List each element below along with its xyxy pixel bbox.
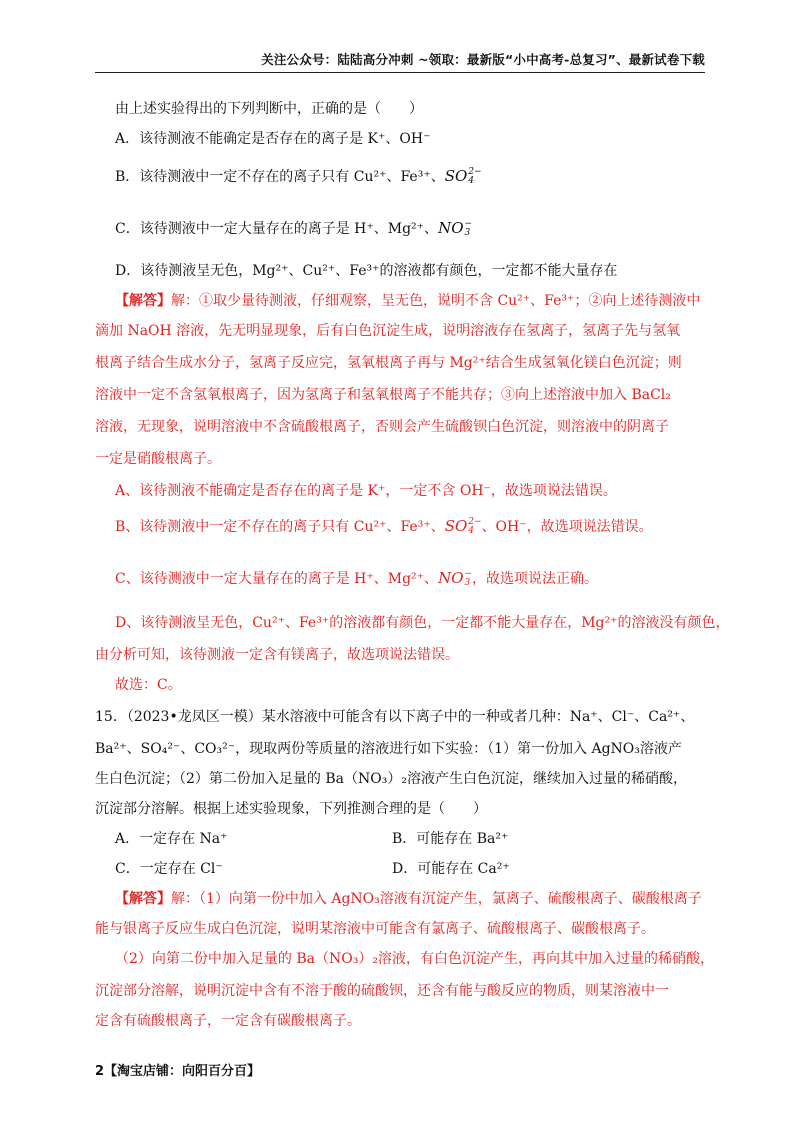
so4-formula: SO 2− 4: [444, 517, 482, 536]
q14-answer-line-1: 【解答】解：①取少量待测液，仔细观察，呈无色，说明不含 Cu²⁺、Fe³⁺；②向上述待测液中: [115, 293, 701, 309]
q14-analysis-d2: 由分析可知，该待测液一定含有镁离子，故选项说法错误。: [95, 647, 459, 663]
so4-formula: SO 2− 4: [444, 167, 482, 186]
q14-answer-line-4: 溶液中一定不含氢氧根离子，因为氢离子和氢氧根离子不能共存；③向上述溶液中加入 BaCl₂: [95, 387, 671, 403]
q14-choice: 故选：C。: [115, 677, 182, 693]
q15-answer-line-4: 沉淀部分溶解，说明沉淀中含有不溶于酸的硫酸钡，还含有能与酸反应的物质，则某溶液中一: [95, 983, 669, 999]
q14-analysis-c: C、该待测液中一定大量存在的离子是 H⁺、Mg²⁺、NO − 3 ，故选项说法正确。: [115, 569, 599, 588]
q15-answer-line-1: 【解答】解：（1）向第一份中加入 AgNO₃溶液有沉淀产生，氯离子、硫酸根离子、碳酸根离子: [115, 891, 702, 907]
page-header: 关注公众号：陆陆高分冲刺 ~领取：最新版“小中高考-总复习”、最新试卷下载: [95, 50, 705, 73]
no3-formula: NO − 3: [438, 569, 473, 588]
q14-option-c: [115, 218, 472, 238]
no3-formula: NO − 3: [438, 219, 473, 238]
q15-answer-line-3: （2）向第二份中加入足量的 Ba（NO₃）₂溶液，有白色沉淀产生，再向其中加入过量的稀硝酸，: [115, 951, 714, 967]
q15-answer-line-2: 能与银离子反应生成白色沉淀，说明某溶液中可能含有氯离子、硫酸根离子、碳酸根离子。: [95, 921, 655, 937]
answer-tag: 【解答】: [115, 293, 171, 309]
q14-analysis-a: A、该待测液不能确定是否存在的离子是 K⁺，一定不含 OH⁻，故选项说法错误。: [115, 483, 617, 499]
q14-stem: 由上述实验得出的下列判断中，正确的是（ ）: [115, 101, 423, 117]
answer-tag: 【解答】: [115, 891, 171, 907]
q14-option-b-text: B．该待测液中一定不存在的离子只有 Cu²⁺、Fe³⁺、: [115, 169, 445, 185]
q15-line-1: 15．（2023•龙凤区一模）某水溶液中可能含有以下离子中的一种或者几种：Na⁺、Cl⁻、Ca²⁺、: [95, 709, 695, 725]
q14-analysis-d1: D、该待测液呈无色，Cu²⁺、Fe³⁺的溶液都有颜色，一定都不能大量存在，Mg²⁺的溶液没有颜色，: [115, 615, 730, 631]
q14-analysis-b: B、该待测液中一定不存在的离子只有 Cu²⁺、Fe³⁺、SO 2− 4 、OH⁻，故选项说法错误。: [115, 517, 653, 536]
page-footer: 2【淘宝店铺：向阳百分百】: [95, 1064, 261, 1079]
q15-option-a: A．一定存在 Na⁺: [115, 831, 228, 847]
q15-option-b: B．可能存在 Ba²⁺: [392, 831, 509, 847]
q15-option-c: C．一定存在 Cl⁻: [115, 861, 223, 877]
q14-answer-line-6: 一定是硝酸根离子。: [95, 451, 221, 467]
q14-option-a: A．该待测液不能确定是否存在的离子是 K⁺、OH⁻: [115, 131, 431, 147]
q14-answer-line-3: 根离子结合生成水分子，氢离子反应完，氢氧根离子再与 Mg²⁺结合生成氢氧化镁白色沉淀；则: [95, 355, 682, 371]
q14-option-d: D．该待测液呈无色，Mg²⁺、Cu²⁺、Fe³⁺的溶液都有颜色，一定都不能大量存在: [115, 263, 618, 279]
q14-option-c-text: C．该待测液中一定大量存在的离子是 H⁺、Mg²⁺、: [115, 221, 439, 237]
q15-line-3: 生白色沉淀；（2）第二份加入足量的 Ba（NO₃）₂溶液产生白色沉淀，继续加入过量的稀硝酸，: [95, 771, 687, 787]
q15-line-4: 沉淀部分溶解。根据上述实验现象，下列推测合理的是（ ）: [95, 801, 487, 817]
q15-line-2: Ba²⁺、SO₄²⁻、CO₃²⁻，现取两份等质量的溶液进行如下实验：（1）第一份加入 AgNO₃溶液产: [95, 741, 682, 757]
q15-answer-line-5: 定含有硫酸根离子，一定含有碳酸根离子。: [95, 1013, 361, 1029]
q14-answer-line-5: 溶液，无现象，说明溶液中不含硫酸根离子，否则会产生硫酸钡白色沉淀，则溶液中的阴离子: [95, 419, 669, 435]
q14-answer-line-2: 滴加 NaOH 溶液，先无明显现象，后有白色沉淀生成，说明溶液存在氢离子，氢离子先与氢氧: [95, 323, 681, 339]
q15-option-d: D．可能存在 Ca²⁺: [392, 861, 510, 877]
q14-option-b: [115, 166, 482, 186]
